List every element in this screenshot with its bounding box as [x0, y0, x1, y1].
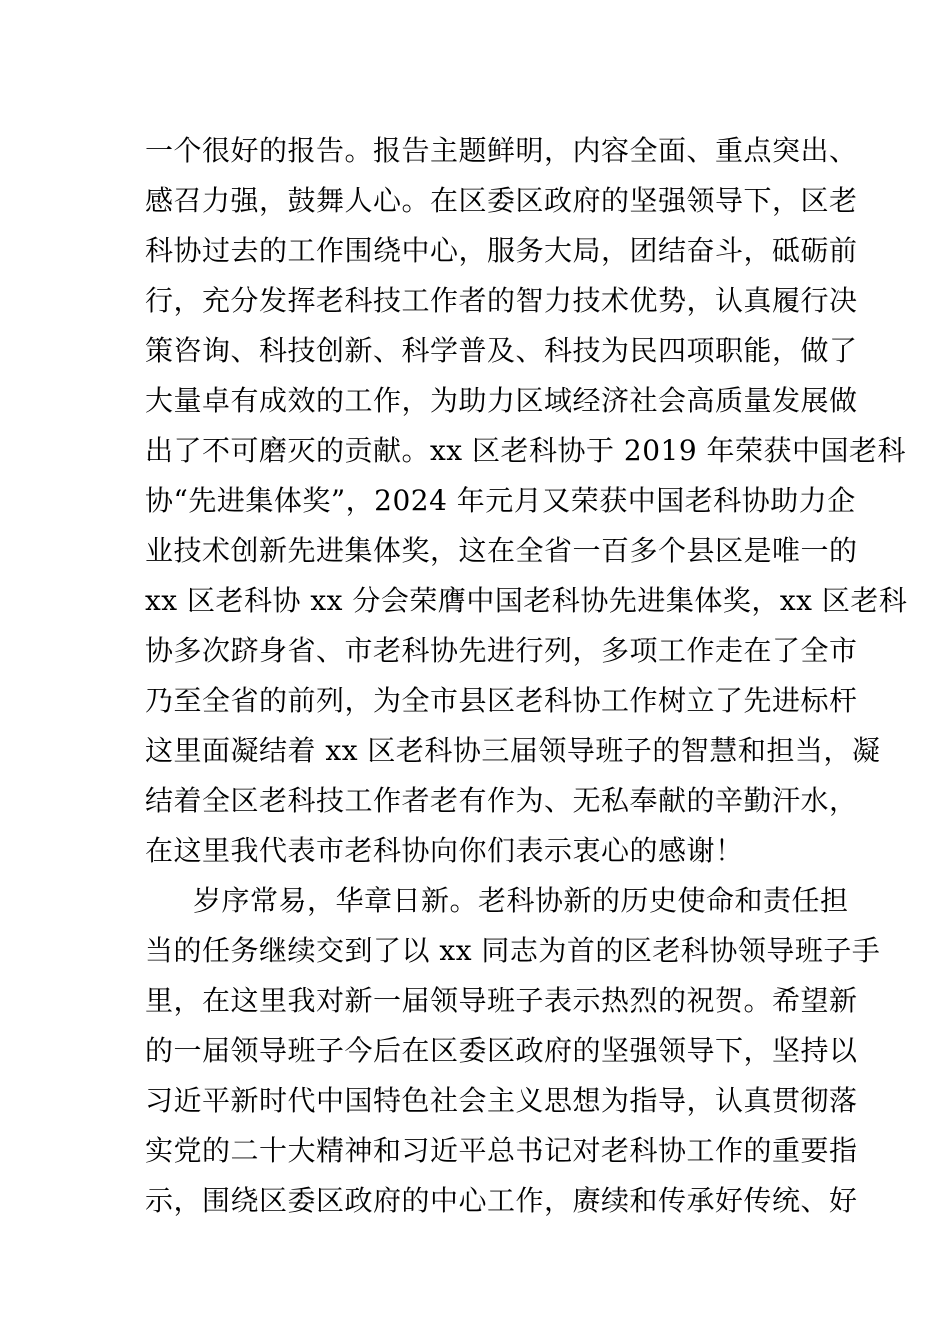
text-line: 感召力强，鼓舞人心。在区委区政府的坚强领导下，区老 — [145, 184, 858, 217]
text-line: 出了不可磨灭的贡献。xx 区老科协于 2019 年荣获中国老科 — [145, 434, 907, 467]
text-line: 行，充分发挥老科技工作者的智力技术优势，认真履行决 — [145, 284, 858, 317]
text-line: 科协过去的工作围绕中心，服务大局，团结奋斗，砥砺前 — [145, 234, 858, 267]
text-line: 实党的二十大精神和习近平总书记对老科协工作的重要指 — [145, 1134, 858, 1167]
text-line: 一个很好的报告。报告主题鲜明，内容全面、重点突出、 — [145, 134, 858, 167]
text-line: 的一届领导班子今后在区委区政府的坚强领导下，坚持以 — [145, 1034, 858, 1067]
text-line: xx 区老科协 xx 分会荣膺中国老科协先进集体奖，xx 区老科 — [145, 584, 908, 617]
paragraph-2 — [145, 876, 881, 1226]
text-line: 这里面凝结着 xx 区老科协三届领导班子的智慧和担当，凝 — [145, 734, 881, 767]
text-line: 岁序常易，华章日新。老科协新的历史使命和责任担 — [193, 884, 849, 917]
text-line: 策咨询、科技创新、科学普及、科技为民四项职能，做了 — [145, 334, 858, 367]
text-line: 协“先进集体奖”，2024 年元月又荣获中国老科协助力企 — [145, 484, 856, 517]
text-line: 乃至全省的前列，为全市县区老科协工作树立了先进标杆 — [145, 684, 858, 717]
text-line: 大量卓有成效的工作，为助力区域经济社会高质量发展做 — [145, 384, 858, 417]
text-line: 里，在这里我对新一届领导班子表示热烈的祝贺。希望新 — [145, 984, 858, 1017]
text-line: 协多次跻身省、市老科协先进行列，多项工作走在了全市 — [145, 634, 858, 667]
text-line: 在这里我代表市老科协向你们表示衷心的感谢！ — [145, 834, 744, 867]
text-line: 习近平新时代中国特色社会主义思想为指导，认真贯彻落 — [145, 1084, 858, 1117]
paragraph-1 — [145, 126, 908, 876]
document-body — [145, 126, 908, 1226]
text-line: 当的任务继续交到了以 xx 同志为首的区老科协领导班子手 — [145, 934, 881, 967]
text-line: 业技术创新先进集体奖，这在全省一百多个县区是唯一的 — [145, 534, 858, 567]
text-line: 示，围绕区委区政府的中心工作，赓续和传承好传统、好 — [145, 1184, 858, 1217]
text-line: 结着全区老科技工作者老有作为、无私奉献的辛勤汗水， — [145, 784, 858, 817]
